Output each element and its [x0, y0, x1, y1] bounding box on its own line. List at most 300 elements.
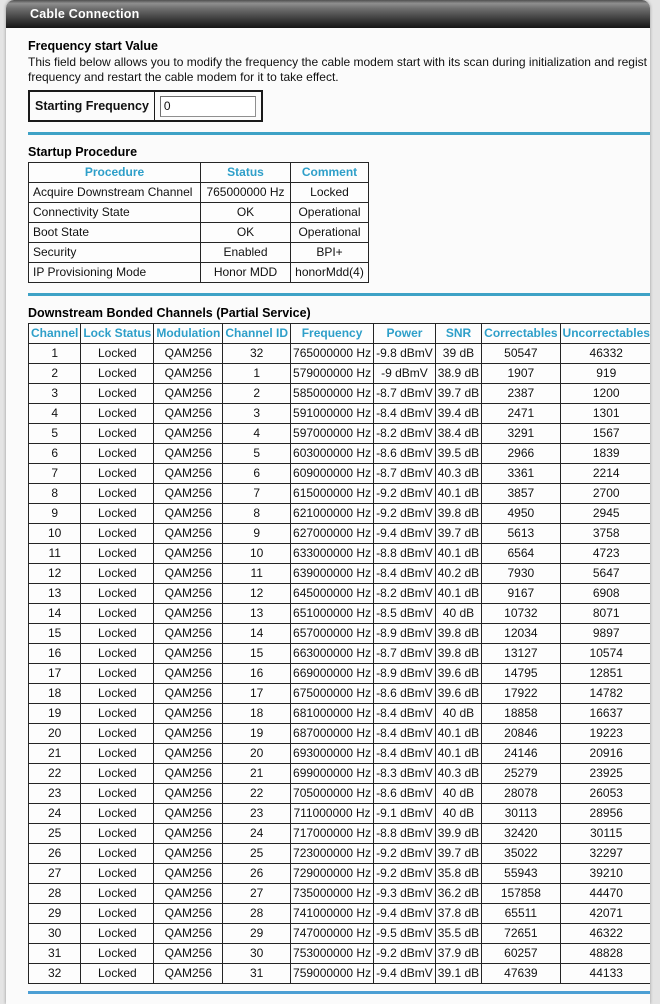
table-cell: Locked — [81, 884, 154, 904]
table-cell: -9.1 dBmV — [374, 804, 436, 824]
table-cell: -8.4 dBmV — [374, 744, 436, 764]
table-cell: Locked — [81, 784, 154, 804]
table-cell: -8.4 dBmV — [374, 724, 436, 744]
table-cell: 55943 — [482, 864, 560, 884]
table-cell: QAM256 — [154, 364, 223, 384]
table-cell: 30113 — [482, 804, 560, 824]
table-row — [29, 223, 369, 243]
table-cell: QAM256 — [154, 964, 223, 984]
table-cell: -9.2 dBmV — [374, 504, 436, 524]
table-cell: 585000000 Hz — [291, 384, 374, 404]
table-cell: 12034 — [482, 624, 560, 644]
table-cell: 3857 — [482, 484, 560, 504]
table-cell: BPI+ — [291, 243, 369, 263]
table-cell: QAM256 — [154, 844, 223, 864]
table-cell: 28 — [223, 904, 291, 924]
table-row — [29, 263, 369, 283]
table-cell: 19 — [223, 724, 291, 744]
table-cell: 7930 — [482, 564, 560, 584]
table-row — [29, 664, 651, 684]
table-cell: Security — [29, 243, 201, 263]
table-cell: -8.8 dBmV — [374, 544, 436, 564]
table-cell: 11 — [223, 564, 291, 584]
table-cell: 627000000 Hz — [291, 524, 374, 544]
table-cell: 1907 — [482, 364, 560, 384]
column-header: Procedure — [29, 163, 201, 183]
table-cell: 2387 — [482, 384, 560, 404]
window-title: Cable Connection — [30, 7, 140, 21]
table-cell: 741000000 Hz — [291, 904, 374, 924]
table-cell: 12 — [223, 584, 291, 604]
table-cell: 29 — [29, 904, 81, 924]
table-cell: 24 — [29, 804, 81, 824]
column-header: Status — [201, 163, 291, 183]
table-cell: 5 — [29, 424, 81, 444]
table-cell: QAM256 — [154, 904, 223, 924]
table-cell: 5647 — [560, 564, 650, 584]
table-cell: 18 — [223, 704, 291, 724]
table-cell: 16637 — [560, 704, 650, 724]
downstream-channels-table — [28, 323, 650, 984]
frequency-description-line2: frequency and restart the cable modem for it to take effect. — [28, 70, 339, 84]
table-cell: -8.4 dBmV — [374, 564, 436, 584]
table-cell: QAM256 — [154, 444, 223, 464]
table-cell: QAM256 — [154, 384, 223, 404]
table-cell: 3 — [29, 384, 81, 404]
table-cell: 20916 — [560, 744, 650, 764]
table-cell: 1200 — [560, 384, 650, 404]
table-cell: 37.9 dB — [435, 944, 481, 964]
table-cell: 4 — [223, 424, 291, 444]
table-cell: 579000000 Hz — [291, 364, 374, 384]
table-cell: 39.1 dB — [435, 964, 481, 984]
table-cell: 39 dB — [435, 344, 481, 364]
table-cell: 40.3 dB — [435, 764, 481, 784]
table-row — [29, 724, 651, 744]
table-cell: -9.5 dBmV — [374, 924, 436, 944]
table-cell: Locked — [81, 584, 154, 604]
table-cell: QAM256 — [154, 804, 223, 824]
table-row — [29, 804, 651, 824]
table-cell: -8.2 dBmV — [374, 584, 436, 604]
table-cell: QAM256 — [154, 544, 223, 564]
table-cell: 3758 — [560, 524, 650, 544]
table-cell: 72651 — [482, 924, 560, 944]
table-cell: 39.8 dB — [435, 504, 481, 524]
table-cell: -8.6 dBmV — [374, 444, 436, 464]
table-cell: 27 — [29, 864, 81, 884]
table-cell: -9.2 dBmV — [374, 844, 436, 864]
table-row — [29, 884, 651, 904]
table-cell: Locked — [81, 764, 154, 784]
table-cell: Locked — [81, 464, 154, 484]
table-cell: 25279 — [482, 764, 560, 784]
table-cell: Locked — [81, 664, 154, 684]
table-cell: OK — [201, 223, 291, 243]
table-cell: 35022 — [482, 844, 560, 864]
table-cell: 705000000 Hz — [291, 784, 374, 804]
table-cell: -8.8 dBmV — [374, 824, 436, 844]
table-cell: 19 — [29, 704, 81, 724]
table-cell: Locked — [81, 344, 154, 364]
table-cell: 46322 — [560, 924, 650, 944]
table-cell: 31 — [29, 944, 81, 964]
table-cell: 10 — [29, 524, 81, 544]
table-cell: 2471 — [482, 404, 560, 424]
table-cell: 24 — [223, 824, 291, 844]
table-cell: 17 — [29, 664, 81, 684]
startup-procedure-heading: Startup Procedure — [28, 145, 138, 159]
table-cell: 2966 — [482, 444, 560, 464]
table-row — [29, 824, 651, 844]
table-cell: 1 — [223, 364, 291, 384]
table-cell: QAM256 — [154, 584, 223, 604]
table-cell: 753000000 Hz — [291, 944, 374, 964]
table-row — [29, 764, 651, 784]
table-cell: 2700 — [560, 484, 650, 504]
table-cell: 32420 — [482, 824, 560, 844]
table-row — [29, 424, 651, 444]
table-cell: QAM256 — [154, 684, 223, 704]
table-cell: Locked — [81, 364, 154, 384]
table-cell: Honor MDD — [201, 263, 291, 283]
table-cell: 23 — [223, 804, 291, 824]
table-row — [29, 544, 651, 564]
table-cell: QAM256 — [154, 944, 223, 964]
table-cell: 26 — [223, 864, 291, 884]
table-cell: 675000000 Hz — [291, 684, 374, 704]
table-cell: 1839 — [560, 444, 650, 464]
table-row — [29, 644, 651, 664]
table-cell: 157858 — [482, 884, 560, 904]
table-cell: 39.8 dB — [435, 624, 481, 644]
table-cell: Acquire Downstream Channel — [29, 183, 201, 203]
table-row — [29, 464, 651, 484]
table-cell: Locked — [81, 544, 154, 564]
table-cell: QAM256 — [154, 824, 223, 844]
table-cell: 8 — [223, 504, 291, 524]
table-cell: 32 — [223, 344, 291, 364]
table-cell: 9167 — [482, 584, 560, 604]
table-cell: -9.2 dBmV — [374, 864, 436, 884]
table-cell: Locked — [81, 924, 154, 944]
table-cell: Locked — [81, 524, 154, 544]
table-cell: 10574 — [560, 644, 650, 664]
table-cell: Locked — [81, 964, 154, 984]
table-cell: 14795 — [482, 664, 560, 684]
table-cell: -8.4 dBmV — [374, 704, 436, 724]
table-cell: 13 — [29, 584, 81, 604]
table-cell: QAM256 — [154, 704, 223, 724]
table-cell: 32 — [29, 964, 81, 984]
table-cell: Locked — [291, 183, 369, 203]
table-cell: 657000000 Hz — [291, 624, 374, 644]
table-header-row — [29, 163, 369, 183]
table-cell: QAM256 — [154, 564, 223, 584]
table-cell: 687000000 Hz — [291, 724, 374, 744]
page-content — [6, 28, 650, 994]
table-row — [29, 904, 651, 924]
table-cell: Connectivity State — [29, 203, 201, 223]
table-cell: -8.4 dBmV — [374, 404, 436, 424]
table-cell: 39.4 dB — [435, 404, 481, 424]
table-cell: QAM256 — [154, 864, 223, 884]
table-cell: -9.4 dBmV — [374, 524, 436, 544]
table-cell: 39.7 dB — [435, 524, 481, 544]
table-cell: 6564 — [482, 544, 560, 564]
table-cell: -9.8 dBmV — [374, 344, 436, 364]
table-cell: Locked — [81, 724, 154, 744]
table-cell: 663000000 Hz — [291, 644, 374, 664]
table-row — [29, 384, 651, 404]
table-cell: 40.2 dB — [435, 564, 481, 584]
table-cell: -8.6 dBmV — [374, 684, 436, 704]
starting-frequency-input[interactable] — [160, 96, 256, 117]
table-cell: 717000000 Hz — [291, 824, 374, 844]
table-cell: 747000000 Hz — [291, 924, 374, 944]
frequency-description-line1: This field below allows you to modify the frequency the cable modem start with its scan during initialization and regist — [28, 55, 647, 69]
table-cell: 7 — [29, 464, 81, 484]
table-cell: 591000000 Hz — [291, 404, 374, 424]
table-cell: 40 dB — [435, 784, 481, 804]
table-cell: 10 — [223, 544, 291, 564]
table-cell: 699000000 Hz — [291, 764, 374, 784]
table-cell: 1 — [29, 344, 81, 364]
column-header: Uncorrectables — [560, 324, 650, 344]
table-cell: Locked — [81, 804, 154, 824]
starting-frequency-box — [28, 90, 263, 122]
table-cell: QAM256 — [154, 404, 223, 424]
table-cell: 39.7 dB — [435, 384, 481, 404]
section-divider — [28, 293, 650, 296]
table-cell: 29 — [223, 924, 291, 944]
table-cell: 39.5 dB — [435, 444, 481, 464]
table-row — [29, 684, 651, 704]
table-cell: 37.8 dB — [435, 904, 481, 924]
table-cell: 4723 — [560, 544, 650, 564]
table-cell: 39.6 dB — [435, 684, 481, 704]
table-cell: 38.9 dB — [435, 364, 481, 384]
table-cell: 1301 — [560, 404, 650, 424]
table-cell: QAM256 — [154, 424, 223, 444]
table-cell: 693000000 Hz — [291, 744, 374, 764]
table-row — [29, 964, 651, 984]
table-cell: 65511 — [482, 904, 560, 924]
column-header: Correctables — [482, 324, 560, 344]
table-cell: 31 — [223, 964, 291, 984]
table-cell: 32297 — [560, 844, 650, 864]
table-cell: 26053 — [560, 784, 650, 804]
table-cell: 40.3 dB — [435, 464, 481, 484]
table-cell: Boot State — [29, 223, 201, 243]
table-cell: Locked — [81, 904, 154, 924]
table-cell: 5613 — [482, 524, 560, 544]
table-cell: 40 dB — [435, 804, 481, 824]
table-cell: -9.3 dBmV — [374, 884, 436, 904]
table-cell: QAM256 — [154, 464, 223, 484]
table-row — [29, 364, 651, 384]
table-cell: 39210 — [560, 864, 650, 884]
table-cell: 735000000 Hz — [291, 884, 374, 904]
table-row — [29, 444, 651, 464]
table-cell: 9 — [29, 504, 81, 524]
column-header: Power — [374, 324, 436, 344]
table-cell: 16 — [223, 664, 291, 684]
table-cell: 17922 — [482, 684, 560, 704]
frequency-section-heading: Frequency start Value — [28, 39, 158, 53]
table-cell: 681000000 Hz — [291, 704, 374, 724]
table-cell: 23925 — [560, 764, 650, 784]
table-cell: 40.1 dB — [435, 484, 481, 504]
table-cell: QAM256 — [154, 724, 223, 744]
table-cell: 2945 — [560, 504, 650, 524]
table-cell: 25 — [29, 824, 81, 844]
table-cell: 9897 — [560, 624, 650, 644]
table-cell: Locked — [81, 404, 154, 424]
table-cell: -9 dBmV — [374, 364, 436, 384]
starting-frequency-label: Starting Frequency — [29, 91, 154, 121]
table-cell: 40 dB — [435, 604, 481, 624]
table-cell: 6 — [29, 444, 81, 464]
table-cell: -8.9 dBmV — [374, 664, 436, 684]
table-cell: 35.5 dB — [435, 924, 481, 944]
table-cell: QAM256 — [154, 644, 223, 664]
table-cell: 13 — [223, 604, 291, 624]
table-cell: 30 — [29, 924, 81, 944]
table-row — [29, 864, 651, 884]
table-cell: 2 — [223, 384, 291, 404]
table-cell: Locked — [81, 604, 154, 624]
table-cell: Locked — [81, 624, 154, 644]
table-row — [29, 524, 651, 544]
table-cell: 46332 — [560, 344, 650, 364]
table-row — [29, 484, 651, 504]
table-cell: -9.4 dBmV — [374, 964, 436, 984]
table-cell: honorMdd(4) — [291, 263, 369, 283]
table-cell: QAM256 — [154, 764, 223, 784]
table-cell: 26 — [29, 844, 81, 864]
table-cell: Locked — [81, 384, 154, 404]
table-cell: -9.4 dBmV — [374, 904, 436, 924]
table-cell: 615000000 Hz — [291, 484, 374, 504]
table-cell: 30 — [223, 944, 291, 964]
table-cell: 24146 — [482, 744, 560, 764]
table-cell: 603000000 Hz — [291, 444, 374, 464]
table-cell: 48828 — [560, 944, 650, 964]
table-cell: 39.7 dB — [435, 844, 481, 864]
table-cell: 39.8 dB — [435, 644, 481, 664]
table-cell: Operational — [291, 223, 369, 243]
table-row — [29, 404, 651, 424]
table-cell: -8.7 dBmV — [374, 464, 436, 484]
table-cell: QAM256 — [154, 664, 223, 684]
table-cell: 17 — [223, 684, 291, 704]
table-row — [29, 504, 651, 524]
table-cell: 16 — [29, 644, 81, 664]
table-cell: Locked — [81, 564, 154, 584]
table-cell: 669000000 Hz — [291, 664, 374, 684]
table-cell: -8.7 dBmV — [374, 644, 436, 664]
table-row — [29, 944, 651, 964]
table-cell: 23 — [29, 784, 81, 804]
table-cell: 919 — [560, 364, 650, 384]
table-cell: QAM256 — [154, 884, 223, 904]
table-row — [29, 624, 651, 644]
table-cell: 40.1 dB — [435, 724, 481, 744]
table-cell: 19223 — [560, 724, 650, 744]
starting-frequency-cell — [154, 91, 262, 121]
table-cell: 12851 — [560, 664, 650, 684]
table-cell: 12 — [29, 564, 81, 584]
table-cell: 759000000 Hz — [291, 964, 374, 984]
table-cell: 651000000 Hz — [291, 604, 374, 624]
table-cell: 3361 — [482, 464, 560, 484]
table-cell: 39.9 dB — [435, 824, 481, 844]
table-cell: 18858 — [482, 704, 560, 724]
table-row — [29, 564, 651, 584]
table-cell: QAM256 — [154, 744, 223, 764]
table-cell: QAM256 — [154, 784, 223, 804]
table-cell: 6908 — [560, 584, 650, 604]
table-cell: 20846 — [482, 724, 560, 744]
window-titlebar — [6, 0, 650, 28]
column-header: SNR — [435, 324, 481, 344]
table-row — [29, 243, 369, 263]
table-cell: 7 — [223, 484, 291, 504]
table-cell: -8.6 dBmV — [374, 784, 436, 804]
table-cell: 765000000 Hz — [291, 344, 374, 364]
table-cell: 14 — [223, 624, 291, 644]
table-cell: 27 — [223, 884, 291, 904]
table-cell: QAM256 — [154, 524, 223, 544]
table-cell: Locked — [81, 864, 154, 884]
table-row — [29, 744, 651, 764]
table-cell: Enabled — [201, 243, 291, 263]
table-cell: 1567 — [560, 424, 650, 444]
table-cell: 40.1 dB — [435, 744, 481, 764]
table-cell: 42071 — [560, 904, 650, 924]
column-header: Channel ID — [223, 324, 291, 344]
table-cell: 723000000 Hz — [291, 844, 374, 864]
table-cell: Locked — [81, 644, 154, 664]
table-cell: -8.2 dBmV — [374, 424, 436, 444]
table-cell: QAM256 — [154, 924, 223, 944]
table-cell: 28078 — [482, 784, 560, 804]
table-cell: 15 — [29, 624, 81, 644]
table-cell: Locked — [81, 684, 154, 704]
table-cell: QAM256 — [154, 604, 223, 624]
table-row — [29, 584, 651, 604]
column-header: Lock Status — [81, 324, 154, 344]
downstream-channels-heading: Downstream Bonded Channels (Partial Service) — [28, 306, 311, 320]
table-cell: 22 — [223, 784, 291, 804]
table-cell: 21 — [223, 764, 291, 784]
table-cell: 10732 — [482, 604, 560, 624]
table-row — [29, 203, 369, 223]
table-cell: IP Provisioning Mode — [29, 263, 201, 283]
table-cell: Locked — [81, 424, 154, 444]
table-cell: 11 — [29, 544, 81, 564]
table-cell: 21 — [29, 744, 81, 764]
table-cell: 28956 — [560, 804, 650, 824]
table-cell: Locked — [81, 744, 154, 764]
table-cell: 35.8 dB — [435, 864, 481, 884]
table-header-row — [29, 324, 651, 344]
table-cell: QAM256 — [154, 344, 223, 364]
table-cell: 28 — [29, 884, 81, 904]
table-cell: 44470 — [560, 884, 650, 904]
table-cell: 765000000 Hz — [201, 183, 291, 203]
